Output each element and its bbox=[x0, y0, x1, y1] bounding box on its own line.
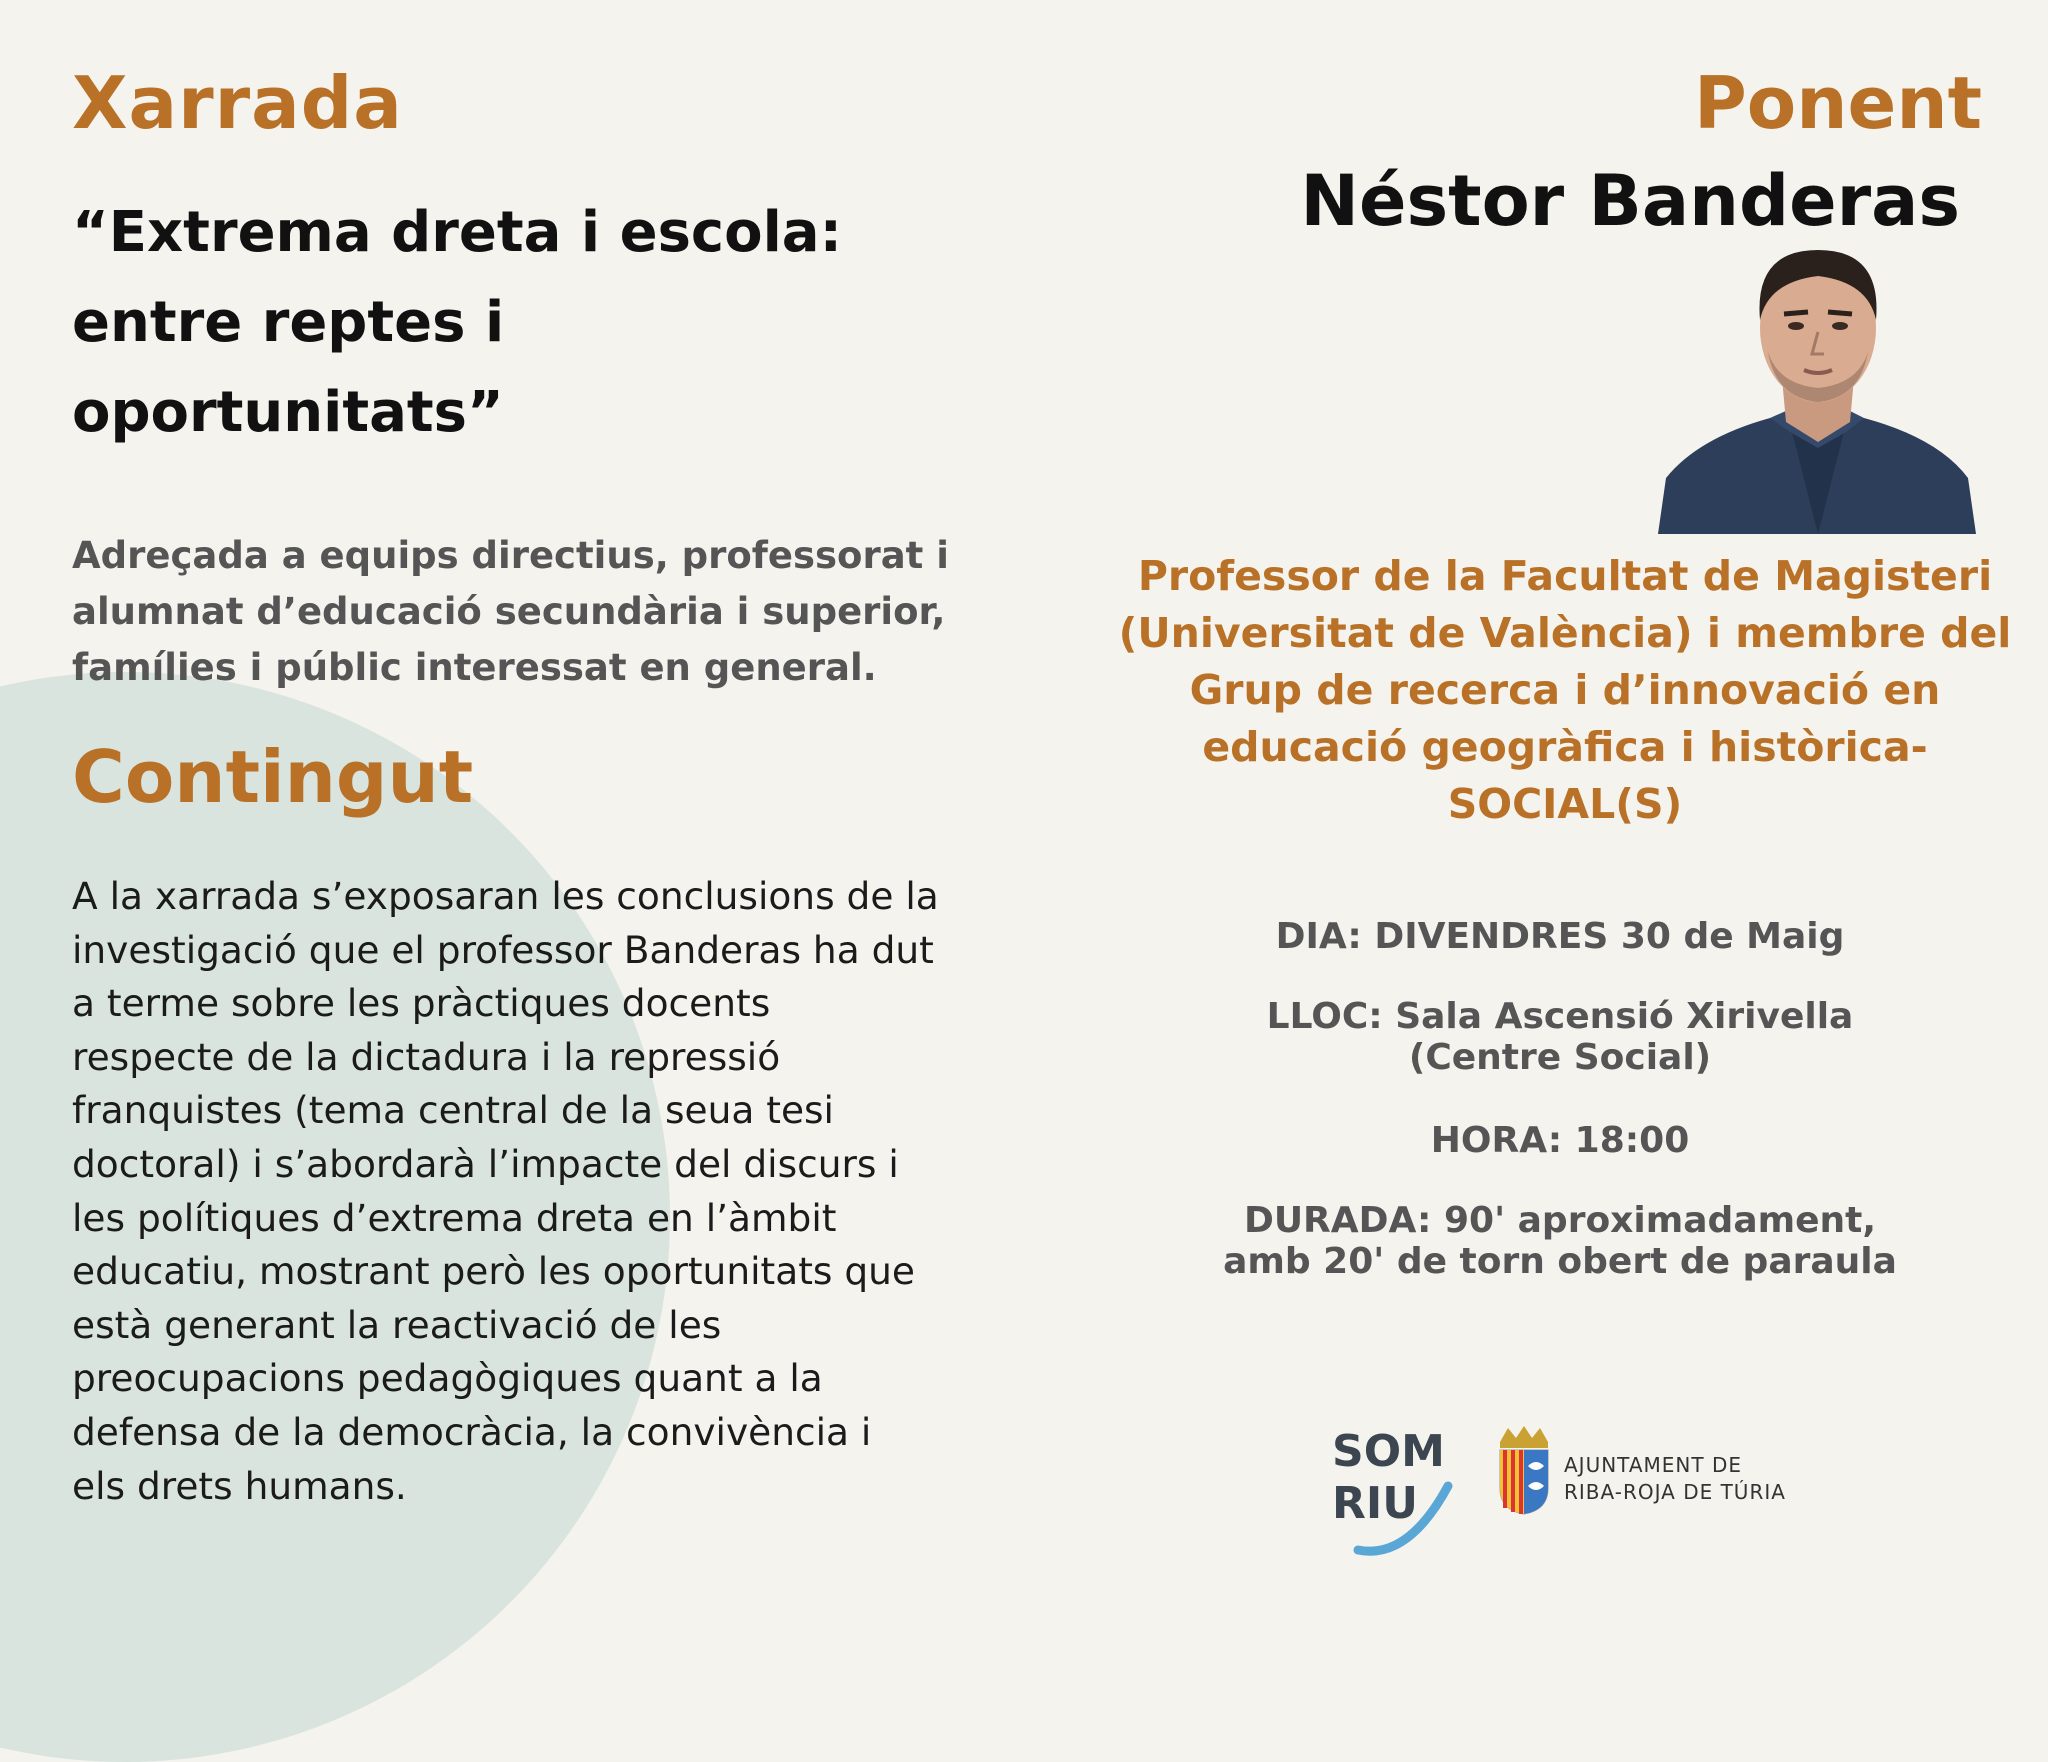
xarrada-heading: Xarrada bbox=[72, 61, 403, 145]
speaker-bio bbox=[1100, 548, 2030, 833]
talk-title-line: “Extrema dreta i escola: bbox=[72, 200, 842, 265]
content-line: franquistes (tema central de la seua tesi bbox=[72, 1088, 834, 1133]
content-paragraph bbox=[72, 870, 1022, 1513]
talk-title-line: oportunitats” bbox=[72, 380, 504, 445]
content-line: respecte de la dictadura i la repressió bbox=[72, 1034, 781, 1079]
somriu-logo bbox=[1330, 1422, 1460, 1562]
talk-title-line: entre reptes i bbox=[72, 290, 505, 355]
person-portrait-icon bbox=[1658, 242, 1976, 534]
detail-duration-line: DURADA: 90' aproximadament, bbox=[1243, 1200, 1877, 1241]
audience-line: Adreçada a equips directius, professorat i bbox=[72, 534, 949, 577]
audience-description bbox=[72, 528, 1012, 696]
speaker-name: Néstor Banderas bbox=[1300, 160, 1960, 242]
ajuntament-line: RIBA-ROJA DE TÚRIA bbox=[1564, 1480, 1786, 1504]
ajuntament-line: AJUNTAMENT DE bbox=[1564, 1453, 1742, 1477]
detail-place-line: LLOC: Sala Ascensió Xirivella bbox=[1266, 996, 1854, 1037]
content-line: està generant la reactivació de les bbox=[72, 1302, 722, 1347]
detail-place-line: (Centre Social) bbox=[1408, 1037, 1712, 1078]
bio-line: (Universitat de València) i membre del bbox=[1118, 609, 2012, 657]
bio-line: educació geogràfica i històrica- bbox=[1202, 723, 1928, 771]
detail-place bbox=[1180, 996, 1940, 1078]
detail-day: DIA: DIVENDRES 30 de Maig bbox=[1275, 916, 1845, 957]
ajuntament-logo bbox=[1494, 1426, 1834, 1516]
somriu-logo-text: RIU bbox=[1332, 1478, 1418, 1529]
bio-line: Professor de la Facultat de Magisteri bbox=[1137, 552, 1993, 600]
content-line: educatiu, mostrant però les oportunitats que bbox=[72, 1249, 915, 1294]
detail-hour: HORA: 18:00 bbox=[1430, 1120, 1690, 1161]
contingut-heading: Contingut bbox=[72, 735, 474, 819]
content-line: investigació que el professor Banderas ha dut bbox=[72, 927, 934, 972]
content-line: doctoral) i s’abordarà l’impacte del discurs i bbox=[72, 1141, 899, 1186]
content-line: A la xarrada s’exposaran les conclusions de la bbox=[72, 874, 939, 918]
coat-of-arms-icon bbox=[1494, 1426, 1554, 1516]
bio-line: SOCIAL(S) bbox=[1447, 780, 1683, 828]
content-line: defensa de la democràcia, la convivència i bbox=[72, 1409, 872, 1454]
content-line: preocupacions pedagògiques quant a la bbox=[72, 1356, 823, 1401]
detail-duration bbox=[1180, 1200, 1940, 1282]
talk-title bbox=[72, 188, 972, 458]
content-line: a terme sobre les pràctiques docents bbox=[72, 981, 771, 1026]
audience-line: alumnat d’educació secundària i superior, bbox=[72, 590, 946, 633]
audience-line: famílies i públic interessat en general. bbox=[72, 646, 877, 689]
ajuntament-logo-text bbox=[1564, 1452, 1786, 1506]
ponent-heading: Ponent bbox=[1694, 61, 1982, 145]
content-line: els drets humans. bbox=[72, 1463, 407, 1508]
bio-line: Grup de recerca i d’innovació en bbox=[1189, 666, 1941, 714]
somriu-logo-text: SOM bbox=[1332, 1426, 1445, 1477]
content-line: les polítiques d’extrema dreta en l’àmbit bbox=[72, 1195, 837, 1240]
detail-duration-line: amb 20' de torn obert de paraula bbox=[1223, 1241, 1897, 1282]
